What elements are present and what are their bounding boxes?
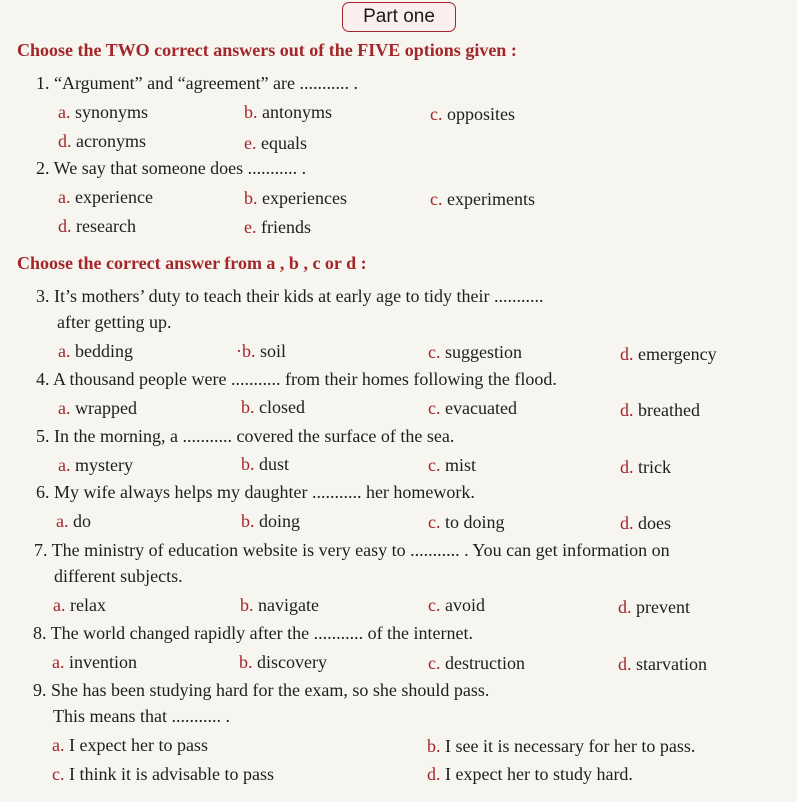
option-text: destruction <box>445 653 525 673</box>
option-letter: c. <box>428 512 441 532</box>
option-letter: d. <box>618 654 632 674</box>
option-text: to doing <box>445 512 505 532</box>
option-letter: a. <box>58 455 71 475</box>
question-7: 7. The ministry of education website is very easy to ........... . You can get information on <box>34 540 670 560</box>
q1-option-b[interactable] <box>244 102 332 123</box>
option-text: antonyms <box>262 102 332 122</box>
option-text: relax <box>70 595 106 615</box>
option-letter: b. <box>239 652 253 672</box>
option-letter: a. <box>52 735 65 755</box>
option-letter: c. <box>428 455 441 475</box>
q4-option-b[interactable] <box>241 397 305 418</box>
option-text: do <box>73 511 91 531</box>
option-letter: b. <box>244 102 258 122</box>
option-letter: a. <box>58 187 71 207</box>
q4-option-d[interactable] <box>620 400 700 421</box>
option-text: invention <box>69 652 137 672</box>
question-1: 1. “Argument” and “agreement” are ........... . <box>36 73 359 93</box>
option-text: wrapped <box>75 398 137 418</box>
option-text: doing <box>259 511 301 531</box>
question-5: 5. In the morning, a ........... covered the surface of the sea. <box>36 426 455 446</box>
option-text: I see it is necessary for her to pass. <box>445 736 696 756</box>
option-letter: c. <box>430 189 443 209</box>
option-letter: c. <box>52 764 65 784</box>
q8-option-d[interactable] <box>618 654 707 675</box>
option-letter: a. <box>58 102 71 122</box>
option-text: does <box>638 513 671 533</box>
option-letter: a. <box>52 652 65 672</box>
q9-option-a[interactable] <box>52 735 208 756</box>
option-text: acronyms <box>76 131 146 151</box>
option-letter: e. <box>244 133 257 153</box>
option-text: experiences <box>262 188 347 208</box>
option-letter: c. <box>428 398 441 418</box>
q8-option-a[interactable] <box>52 652 137 673</box>
option-text: soil <box>260 341 287 361</box>
q8-option-c[interactable] <box>428 653 525 674</box>
option-letter: a. <box>56 511 69 531</box>
option-letter: d. <box>620 400 634 420</box>
option-text: navigate <box>258 595 319 615</box>
q6-option-c[interactable] <box>428 512 505 533</box>
q5-option-d[interactable] <box>620 457 671 478</box>
option-letter: a. <box>58 398 71 418</box>
q3-option-b[interactable] <box>236 341 286 362</box>
option-text: equals <box>261 133 307 153</box>
option-text: closed <box>259 397 305 417</box>
q2-option-c[interactable] <box>430 189 535 210</box>
q3-option-a[interactable] <box>58 341 133 362</box>
option-text: trick <box>638 457 671 477</box>
question-8: 8. The world changed rapidly after the ........... of the internet. <box>33 623 474 643</box>
q1-option-d[interactable] <box>58 131 146 152</box>
option-letter: b. <box>241 511 255 531</box>
option-letter: b. <box>240 595 254 615</box>
option-text: discovery <box>257 652 327 672</box>
option-text: research <box>76 216 136 236</box>
option-letter: d. <box>58 216 72 236</box>
option-text: I expect her to study hard. <box>445 764 633 784</box>
q7-option-c[interactable] <box>428 595 485 616</box>
option-letter: d. <box>620 344 634 364</box>
option-text: mist <box>445 455 477 475</box>
q4-option-c[interactable] <box>428 398 517 419</box>
q8-option-b[interactable] <box>239 652 327 673</box>
option-letter: d. <box>620 457 634 477</box>
option-letter: c. <box>428 653 441 673</box>
q6-option-b[interactable] <box>241 511 300 532</box>
section1-instruction: Choose the TWO correct answers out of the FIVE options given : <box>17 40 517 60</box>
q9-option-d[interactable] <box>427 764 633 785</box>
option-letter: ·b. <box>236 341 256 361</box>
option-text: synonyms <box>75 102 149 122</box>
q5-option-a[interactable] <box>58 455 133 476</box>
option-text: I expect her to pass <box>69 735 208 755</box>
q2-option-d[interactable] <box>58 216 136 237</box>
q1-option-a[interactable] <box>58 102 148 123</box>
option-text: avoid <box>445 595 485 615</box>
q7-option-a[interactable] <box>53 595 106 616</box>
option-letter: b. <box>427 736 441 756</box>
option-letter: d. <box>618 597 632 617</box>
q9-option-b[interactable] <box>427 736 695 757</box>
q5-option-c[interactable] <box>428 455 476 476</box>
option-text: evacuated <box>445 398 517 418</box>
question-9: 9. She has been studying hard for the exam, so she should pass. <box>33 680 490 700</box>
option-letter: a. <box>53 595 66 615</box>
option-letter: c. <box>428 595 441 615</box>
option-text: experiments <box>447 189 535 209</box>
option-text: opposites <box>447 104 516 124</box>
q2-option-b[interactable] <box>244 188 347 209</box>
q3-option-c[interactable] <box>428 342 522 363</box>
option-text: prevent <box>636 597 690 617</box>
option-letter: a. <box>58 341 71 361</box>
q6-option-d[interactable] <box>620 513 671 534</box>
option-text: bedding <box>75 341 133 361</box>
option-letter: c. <box>430 104 443 124</box>
question-7-continued: different subjects. <box>54 566 183 586</box>
q5-option-b[interactable] <box>241 454 289 475</box>
q9-option-c[interactable] <box>52 764 274 785</box>
option-letter: d. <box>58 131 72 151</box>
option-letter: e. <box>244 217 257 237</box>
option-text: friends <box>261 217 311 237</box>
option-text: suggestion <box>445 342 523 362</box>
question-9-continued: This means that ........... . <box>53 706 230 726</box>
option-text: experience <box>75 187 153 207</box>
part-title-box <box>342 2 456 32</box>
option-text: dust <box>259 454 290 474</box>
q4-option-a[interactable] <box>58 398 137 419</box>
option-letter: b. <box>244 188 258 208</box>
q7-option-d[interactable] <box>618 597 690 618</box>
option-letter: d. <box>427 764 441 784</box>
q1-option-c[interactable] <box>430 104 515 125</box>
option-text: emergency <box>638 344 717 364</box>
question-3: 3. It’s mothers’ duty to teach their kids at early age to tidy their ........... <box>36 286 544 306</box>
option-letter: c. <box>428 342 441 362</box>
q7-option-b[interactable] <box>240 595 319 616</box>
option-text: breathed <box>638 400 700 420</box>
question-3-continued: after getting up. <box>57 312 172 332</box>
option-letter: b. <box>241 397 255 417</box>
q1-option-e[interactable] <box>244 133 307 154</box>
question-6: 6. My wife always helps my daughter ........... her homework. <box>36 482 475 502</box>
question-4: 4. A thousand people were ........... from their homes following the flood. <box>36 369 557 389</box>
option-letter: b. <box>241 454 255 474</box>
option-letter: d. <box>620 513 634 533</box>
part-title: Part one <box>363 6 435 27</box>
section2-instruction: Choose the correct answer from a , b , c or d : <box>17 253 367 273</box>
q2-option-e[interactable] <box>244 217 311 238</box>
option-text: I think it is advisable to pass <box>69 764 274 784</box>
q3-option-d[interactable] <box>620 344 717 365</box>
q6-option-a[interactable] <box>56 511 91 532</box>
option-text: starvation <box>636 654 707 674</box>
question-2: 2. We say that someone does ........... . <box>36 158 307 178</box>
q2-option-a[interactable] <box>58 187 153 208</box>
option-text: mystery <box>75 455 133 475</box>
